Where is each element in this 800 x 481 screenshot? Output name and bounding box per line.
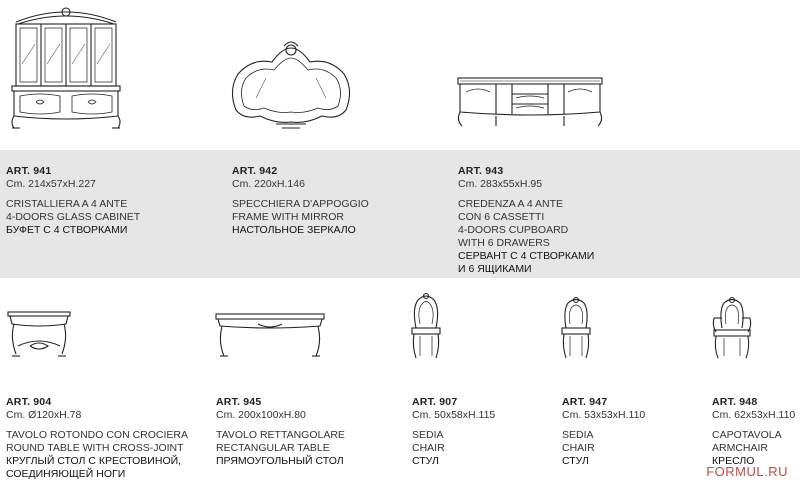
mirror-icon <box>226 40 356 132</box>
name-it: CREDENZA A 4 ANTE <box>458 198 564 210</box>
product-943 <box>458 165 594 276</box>
article-number: ART. 942 <box>232 165 278 177</box>
dimensions: Cm. Ø120xH.78 <box>6 409 82 421</box>
name-it: CAPOTAVOLA <box>712 429 782 441</box>
chair-icon <box>558 296 594 362</box>
product-948 <box>712 396 795 468</box>
dimensions: Cm. 53x53xH.110 <box>562 409 646 421</box>
name-en-2: WITH 6 DRAWERS <box>458 237 550 249</box>
name-ru: НАСТОЛЬНОЕ ЗЕРКАЛО <box>232 224 356 236</box>
article-number: ART. 904 <box>6 396 52 408</box>
article-number: ART. 941 <box>6 165 52 177</box>
product-904 <box>6 396 188 481</box>
name-en: 4-DOORS CUPBOARD <box>458 224 569 236</box>
dimensions: Cm. 283x55xH.95 <box>458 178 543 190</box>
name-it: SEDIA <box>412 429 444 441</box>
cupboard-icon <box>456 74 604 128</box>
rectangular-table-icon <box>214 312 326 362</box>
name-ru: СТУЛ <box>412 455 439 467</box>
article-number: ART. 907 <box>412 396 458 408</box>
name-en: CHAIR <box>412 442 445 454</box>
product-947 <box>562 396 645 468</box>
watermark: FORMUL.RU <box>706 464 788 479</box>
product-941 <box>6 165 140 237</box>
name-en: RECTANGULAR TABLE <box>216 442 330 454</box>
name-it-2: CON 6 CASSETTI <box>458 211 545 223</box>
chair-icon <box>408 292 444 362</box>
glass-cabinet-icon <box>6 4 126 134</box>
dimensions: Cm. 200x100xH.80 <box>216 409 306 421</box>
product-942 <box>232 165 369 237</box>
name-it: TAVOLO ROTONDO CON CROCIERA <box>6 429 189 441</box>
name-ru: БУФЕТ С 4 СТВОРКАМИ <box>6 224 128 236</box>
name-ru: СЕРВАНТ С 4 СТВОРКАМИ <box>458 250 595 262</box>
product-945 <box>216 396 345 468</box>
name-ru: КРЕСЛО <box>712 455 755 467</box>
round-table-icon <box>6 308 72 364</box>
article-number: ART. 947 <box>562 396 608 408</box>
name-en: ROUND TABLE WITH CROSS-JOINT <box>6 442 184 454</box>
article-number: ART. 948 <box>712 396 758 408</box>
name-en: 4-DOORS GLASS CABINET <box>6 211 141 223</box>
name-it: CRISTALLIERA A 4 ANTE <box>6 198 128 210</box>
name-en: FRAME WITH MIRROR <box>232 211 344 223</box>
dimensions: Cm. 50x58xH.115 <box>412 409 496 421</box>
name-en: CHAIR <box>562 442 595 454</box>
name-it: SPECCHIERA D'APPOGGIO <box>232 198 369 210</box>
name-ru: КРУГЛЫЙ СТОЛ С КРЕСТОВИНОЙ, <box>6 455 182 467</box>
name-ru: СТУЛ <box>562 455 589 467</box>
dimensions: Cm. 214x57xH.227 <box>6 178 96 190</box>
name-it: SEDIA <box>562 429 594 441</box>
product-907 <box>412 396 495 468</box>
name-en: ARMCHAIR <box>712 442 769 454</box>
dimensions: Cm. 62x53xH.110 <box>712 409 796 421</box>
name-it: TAVOLO RETTANGOLARE <box>216 429 345 441</box>
article-number: ART. 943 <box>458 165 504 177</box>
armchair-icon <box>710 296 754 362</box>
dimensions: Cm. 220xH.146 <box>232 178 305 190</box>
name-ru: ПРЯМОУГОЛЬНЫЙ СТОЛ <box>216 455 344 467</box>
name-ru-2: И 6 ЯЩИКАМИ <box>458 263 532 275</box>
article-number: ART. 945 <box>216 396 262 408</box>
name-ru-2: СОЕДИНЯЮЩЕЙ НОГИ <box>6 468 126 480</box>
